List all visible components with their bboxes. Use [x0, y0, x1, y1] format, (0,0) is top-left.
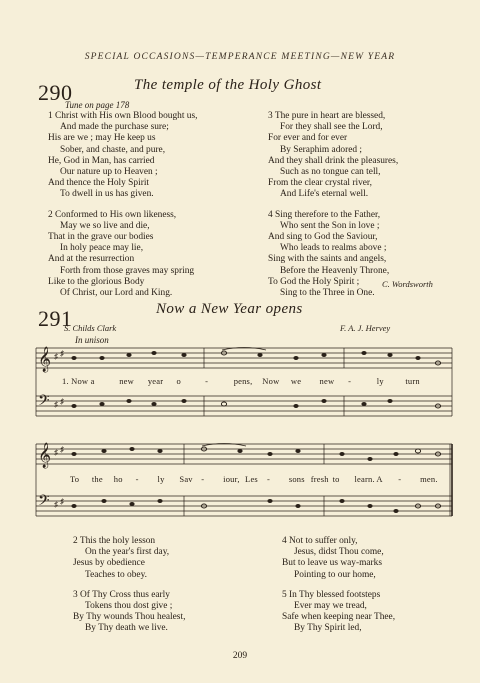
verse-line: Before the Heavenly Throne, [280, 265, 390, 276]
hymn-290-right-column [268, 111, 398, 308]
treble-clef-icon: 𝄞 [38, 347, 52, 372]
verse-line: To dwell in us has given. [60, 189, 154, 200]
lyric-syllable: ly [376, 376, 384, 386]
lyric-syllable: - [205, 376, 209, 386]
lyric-syllable: A [376, 474, 383, 484]
lyric-syllable: a [90, 376, 95, 386]
verse-line: Teaches to obey. [85, 569, 147, 580]
lyric-syllable: To [70, 474, 80, 484]
lyric-syllable: - [398, 474, 402, 484]
verse-line: And at the resurrection [48, 254, 135, 265]
page-number: 209 [232, 651, 248, 661]
lyric-syllable: ly [157, 474, 165, 484]
verse-line: By Thy wounds Thou healest, [73, 612, 186, 623]
verse-line: 3 Of Thy Cross thus early [73, 589, 170, 600]
verse-line: And made the purchase sure; [60, 122, 169, 133]
svg-text:♯: ♯ [60, 497, 64, 506]
verse-line: Ever may we tread, [294, 601, 367, 612]
svg-text:♯: ♯ [54, 448, 58, 457]
lyric-syllable: - [201, 474, 205, 484]
verse-line: Jesus, didst Thou come, [294, 547, 384, 558]
bass-clef-icon: 𝄢 [38, 492, 50, 513]
bass-clef-icon: 𝄢 [38, 392, 50, 413]
verse-line: 4 Sing therefore to the Father, [268, 209, 381, 220]
verse-line: And they shall drink the pleasures, [268, 155, 399, 166]
verse-line: By Thy death we live. [85, 623, 168, 634]
verse-line: Pointing to our home, [294, 569, 376, 580]
verse-line: Sing with the saints and angels, [268, 254, 387, 265]
lyric-syllable: pens, [233, 376, 253, 386]
lyric-syllable: the [91, 474, 103, 484]
lyric-syllable: turn [405, 376, 420, 386]
lyric-syllable: iour, [223, 474, 240, 484]
hymn-291-direction: In unison [75, 335, 109, 345]
svg-text:♯: ♯ [54, 400, 58, 409]
stanza [268, 210, 398, 300]
hymn-290-number: 290 [38, 80, 73, 105]
lyric-syllable: learn. [354, 474, 375, 484]
verse-line: 2 Conformed to His own likeness, [48, 209, 177, 220]
verse-line: That in the grave our bodies [48, 232, 154, 243]
stanza [282, 536, 395, 581]
verse-line: And thence the Holy Spirit [48, 178, 150, 189]
verse-line: Like to the glorious Body [48, 276, 145, 287]
verse-line: And sing to God the Saviour, [268, 232, 378, 243]
verse-line: He, God in Man, has carried [48, 155, 155, 166]
verse-line: 4 Not to suffer only, [282, 536, 358, 546]
stanza [282, 590, 395, 635]
verse-line: For ever and for ever [268, 133, 348, 144]
verse-line: 1 Christ with His own Blood bought us, [48, 111, 198, 121]
hymn-291-left-column [73, 536, 185, 644]
verse-line: 5 In Thy blessed footsteps [282, 589, 381, 600]
stanza [268, 111, 398, 201]
lyric-syllable: Sav [179, 474, 193, 484]
svg-text:♯: ♯ [54, 500, 58, 509]
svg-text:♯: ♯ [54, 352, 58, 361]
lyric-syllable: Les [245, 474, 258, 484]
verse-line: Who sent the Son in love ; [280, 220, 380, 231]
hymn-290-left-column [48, 111, 198, 308]
verse-line: Our nature up to Heaven ; [60, 167, 158, 178]
lyric-syllable: 1. Now [62, 376, 89, 386]
verse-line: His are we ; may He keep us [48, 133, 156, 144]
stanza [48, 210, 198, 300]
lyric-syllable: Now [262, 376, 280, 386]
lyric-syllable: ho [113, 474, 123, 484]
svg-text:♯: ♯ [60, 349, 64, 358]
verse-line: Forth from those graves may spring [60, 265, 195, 276]
verse-line: 2 This the holy lesson [73, 536, 156, 546]
running-head: SPECIAL OCCASIONS—TEMPERANCE MEETING—NEW YEAR [84, 52, 396, 62]
verse-line: On the year's first day, [85, 547, 170, 558]
verse-line: Tokens thou dost give ; [85, 601, 173, 612]
lyric-syllable: new [119, 376, 134, 386]
lyric-syllable: - [135, 474, 139, 484]
verse-line: Sing to the Three in One. [280, 288, 375, 299]
verse-line: And Life's eternal well. [280, 189, 369, 200]
verse-line: Who leads to realms above ; [280, 243, 387, 254]
verse-line: Jesus by obedience [73, 558, 145, 569]
svg-text:♯: ♯ [60, 445, 64, 454]
hymn-291-composer: S. Childs Clark [64, 323, 117, 333]
verse-line: By Thy Spirit led, [294, 623, 362, 634]
lyric-syllable: fresh [310, 474, 329, 484]
hymn-290-attribution: C. Wordsworth [382, 279, 433, 289]
hymn-291-number: 291 [38, 306, 73, 331]
verse-line: In holy peace may lie, [60, 243, 144, 254]
stanza [73, 536, 185, 581]
verse-line: Such as no tongue can tell, [280, 167, 381, 178]
lyric-syllable: - [348, 376, 352, 386]
hymn-290-title: The temple of the Holy Ghost [134, 77, 322, 93]
verse-line: By Seraphim adored ; [280, 144, 363, 155]
treble-clef-icon: 𝄞 [38, 443, 52, 468]
lyric-syllable: we [290, 376, 302, 386]
verse-line: But to leave us way-marks [282, 558, 382, 569]
lyric-syllable: new [319, 376, 335, 386]
stanza [48, 111, 198, 201]
verse-line: 3 The pure in heart are blessed, [268, 111, 386, 121]
lyric-syllable: o [176, 376, 181, 386]
verse-line: May we so live and die, [60, 220, 150, 231]
lyric-syllable: to [332, 474, 340, 484]
lyric-syllable: year [147, 376, 164, 386]
hymn-290-tune-ref: Tune on page 178 [65, 100, 130, 110]
stanza [73, 590, 185, 635]
hymn-291-right-column [282, 536, 395, 644]
verse-line: To God the Holy Spirit ; [268, 276, 360, 287]
lyric-syllable: - [266, 474, 270, 484]
lyric-syllable: men. [420, 474, 438, 484]
verse-line: For they shall see the Lord, [280, 122, 383, 133]
verse-line: From the clear crystal river, [268, 178, 373, 189]
verse-line: Of Christ, our Lord and King. [60, 288, 173, 299]
hymn-291-author: F. A. J. Hervey [340, 323, 391, 333]
verse-line: Sober, and chaste, and pure, [60, 144, 166, 155]
lyric-syllable: sons [288, 474, 305, 484]
verse-line: Safe when keeping near Thee, [282, 612, 396, 623]
svg-text:♯: ♯ [60, 397, 64, 406]
hymn-291-title: Now a New Year opens [156, 301, 303, 317]
